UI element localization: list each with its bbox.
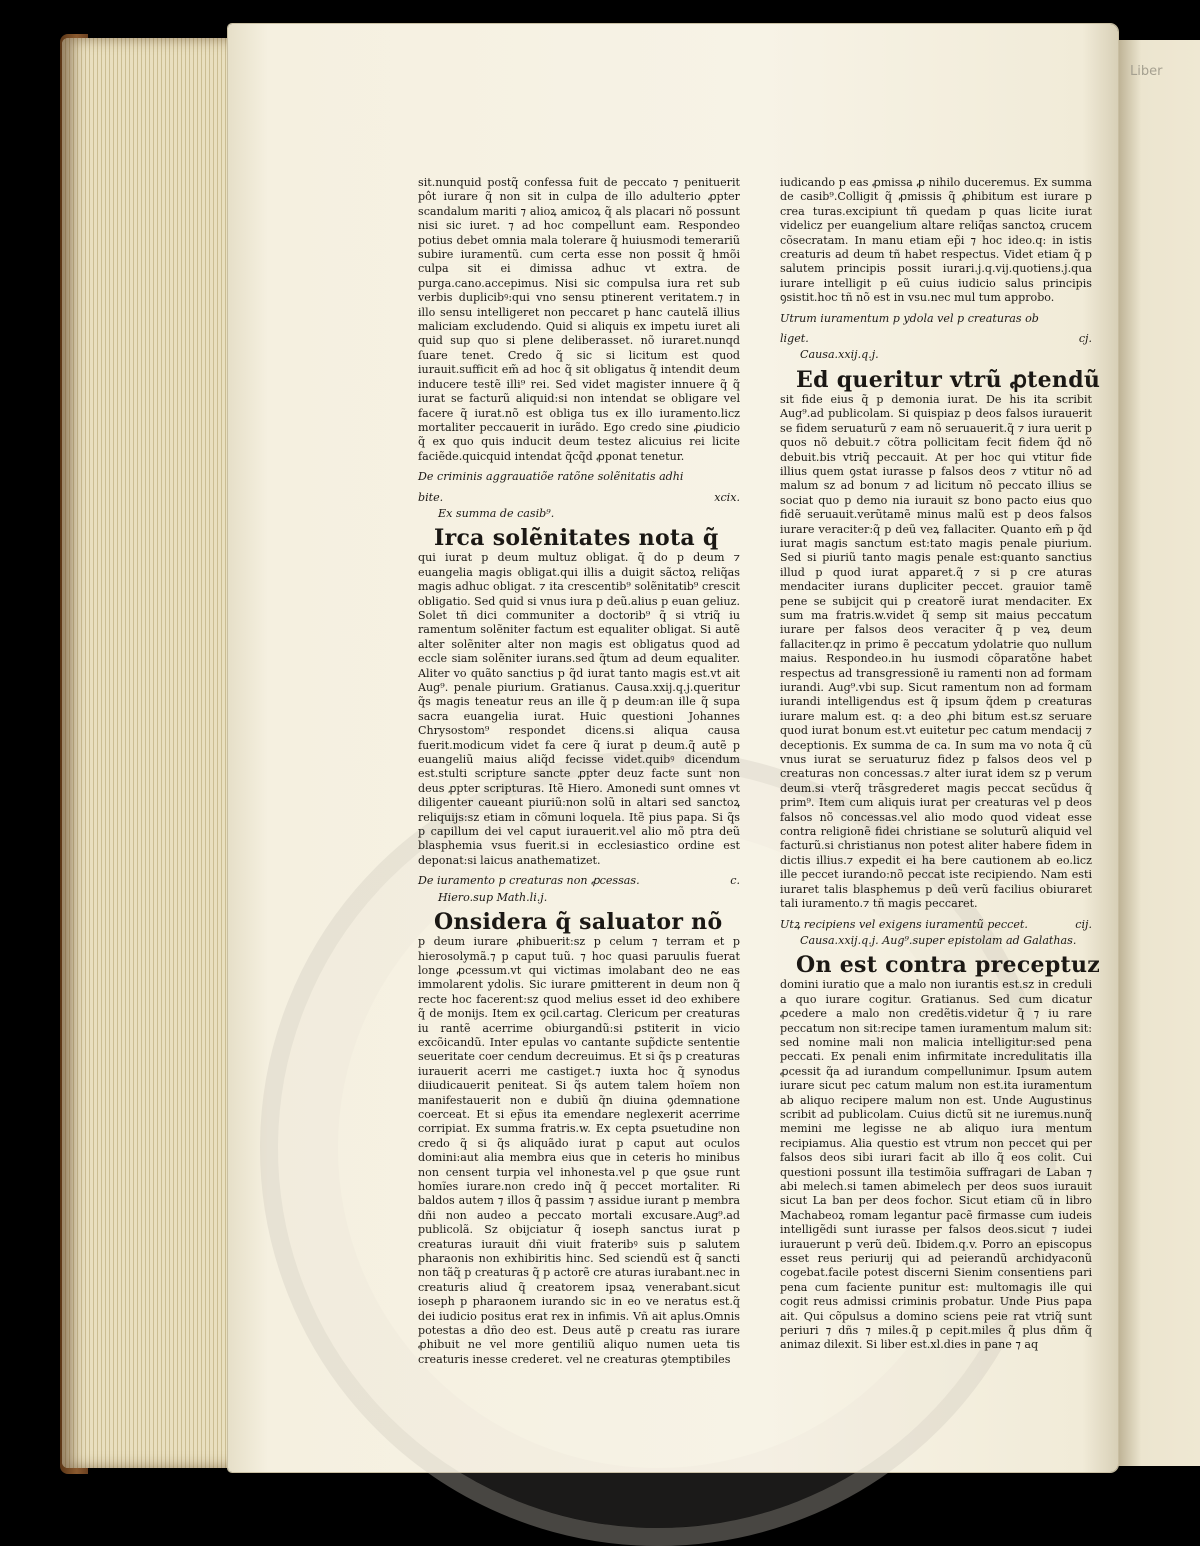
rubric-text: De criminis aggrauatiõe ratõne solẽnitatis adhi — [418, 470, 684, 484]
right-column — [780, 176, 1101, 1353]
section-incipit: Ed queritur vtrũ ꝓtendũ — [796, 366, 1101, 393]
rubric-text: Utꝝ recipiens vel exigens iuramentũ peccet. — [780, 917, 1028, 931]
rubric-text: Utrum iuramentum p ydola vel p creaturas ob — [780, 311, 1039, 325]
rubric-text: De iuramento p creaturas non ꝓcessas. — [418, 874, 640, 888]
chapter-number: c. — [730, 874, 740, 888]
paragraph: sit fide eius q̃ p demonia iurat. De his ita scribit Aug⁹.ad publicolam. Si quispiaz p deos falsos iurauerit se fidem seruaturũ ⁊ eam nõ seruauerit.q̃ ⁊ iura uerit p quos nõ debuit.⁊ cõtra pollicitam fecit fidem q̃d nõ debuit.bis vtriq̃ peccauit. At per hoc qui vtitur fide illius quem ꝯstat iurasse p falsos deos ⁊ vtitur nõ ad malum sz ad bonum ⁊ ad licitum nõ peccato illius se sociat quo p demo nia iurauit sz bono pacto eius quo fidẽ seruauit.verũtamẽ minus malũ est p deos falsos iurare veraciter:q̃ p deũ veꝝ fallaciter. Quanto em̃ p q̃d iurat magis sanctum est:tato magis penale piurium. Sed si piuriũ tanto magis penale est:quanto sanctius illud p quod iurat apparet.q̃ ⁊ si p cre aturas mendaciter iurans dupliciter peccet. grauior tamẽ pene se subijcit qui p creatorẽ iurat mendaciter. Ex sum ma fratris.w.videt q̃ semp sit maius peccatum iurare per falsos deos veraciter q̃ p veꝝ deum fallaciter.qz in primo ẽ peccatum ydolatrie quo nullum maius. Respondeo.in hu iusmodi cõparatõne habet respectus ad transgressionẽ iu ramenti non ad formam iurandi. Aug⁹.vbi sup. Sicut ramentum non ad formam iurandi intelligendus est q̃ ipsum q̃dem p creaturas iurare malum est. q: a deo ꝓhi bitum est.sz seruare quod iurat bonum est.vt euitetur pec catum mendacij ⁊ deceptionis. Ex summa de ca. In sum ma vo nota q̃ cũ vnus iurat se seruaturuz fidez p falsos deos vel p creaturas non concessas.⁊ alter iurat idem sz p verum deum.si vterq̃ trãsgrederet magis peccat secũdus q̃ prim⁹. Item cum aliquis iurat per creaturas vel p deos falsos nõ concessas.vel alio modo quod videat esse contra religionẽ fidei christiane se soluturũ aliquid vel facturũ.si christianus non potest aliter habere fidem in dictis illius.⁊ expedit ei ha bere cautionem ab eo.licz ille peccet iurando:nõ peccat iste recipiendo. Nam esti iuraret talis blasphemus p deũ verũ facilius obiuraret tali iuramento.⁊ tñ magis peccaret. — [780, 392, 1092, 911]
page-edges — [62, 38, 242, 1468]
rubric-heading — [418, 470, 740, 484]
paragraph: p deum iurare ꝓhibuerit:sz p celum ⁊ terram et p hierosolymã.⁊ p caput tuũ. ⁊ hoc quasi paruulis fuerat longe ꝓcessum.vt qui victimas imolabant deo ne eas immolarent ydolis. Sic iurare ꝑmitterent in deum non q̃ recte hoc facerent:sz quod melius esset id deo exhibere q̃ de monijs. Item ex ꝯcil.cartag. Clericum per creaturas iu rantẽ acerrime obiurgandũ:si ꝑstiterit in vicio excõicandũ. Inter epulas vo cantante sup̃dicte sententie seueritate coer cendum decreuimus. Et si q̃s p creaturas iurauerit acerri me castiget.⁊ iuxta hoc q̃ synodus diiudicauerit peniteat. Si q̃s autem talem hoĩem non manifestauerit non e dubiũ q̃n diuina ꝯdemnatione coerceat. Et si ep̃us ita emendare neglexerit acerrime corripiat. Ex summa fratris.w. Ex cepta ꝑsuetudine non credo q̃ si q̃s aliquãdo iurat p caput aut oculos domini:aut alia membra eius que in ceteris ho minibus non censent turpia vel inhonesta.vel p que ꝯsue runt homĩes iurare.non credo inq̃ q̃ peccet mortaliter. Ri baldos autem ⁊ illos q̃ passim ⁊ assidue iurant p membra dñi non audeo a peccato mortali excusare.Aug⁹.ad publicolã. Sz obijciatur q̃ ioseph sanctus iurat p creaturas iurauit dñi viuit frateribꝰ suis p salutem pharaonis non exhibiritis hinc. Sed sciendũ est q̃ sancti non tãq̃ p creaturas q̃ p actorẽ cre aturas iurabant.nec in creaturis aliud q̃ creatorem ipsaꝝ venerabant.sicut ioseph p pharaonem iurando sic in eo ve neratus est.q̃ dei iudicio positus erat rex in infimis. Vñ ait aplus.Omnis potestas a dño deo est. Deus autẽ p creatu ras iurare ꝓhibuit ne vel more gentiliũ aliquo numen ueta tis creaturis inesse crederet. vel ne creaturas ꝯtemptibiles — [418, 935, 740, 1366]
rubric-heading — [418, 874, 740, 888]
running-head: Liber — [1130, 64, 1163, 79]
section-incipit: Irca solẽnitates nota q̃ — [434, 525, 719, 552]
section-incipit: On est contra preceptuz — [796, 952, 1101, 979]
rubric-heading — [780, 918, 1092, 932]
chapter-number: cij. — [1075, 917, 1092, 931]
facing-page — [1116, 40, 1200, 1466]
source-citation: Causa.xxij.q.j. Aug⁹.super epistolam ad Galathas. — [800, 933, 1077, 947]
left-column — [418, 176, 740, 1367]
source-citation: Hiero.sup Math.li.j. — [438, 890, 548, 904]
paragraph: qui iurat p deum multuz obligat. q̃ do p deum ⁊ euangelia magis obligat.qui illis a duigit sãctoꝝ reliq̃as magis adhuc obligat. ⁊ ita crescentib⁹ solẽnitatib⁹ crescit obligatio. Sed quid si vnus iura p deũ.alius p euan geliuz. Solet tñ dici communiter a doctorib⁹ q̃ si vtriq̃ iu ramentum solẽniter factum est equaliter obligat. Si autẽ alter solẽniter alter non magis est obligatus quod ad eccle siam solẽniter iurans.sed q̃tum ad deum equaliter. Aliter vo quãto sanctius p q̃d iurat tanto magis est.vt ait Aug⁹. penale piurium. Gratianus. Causa.xxij.q.j.queritur q̃s magis teneatur reus an ille q̃ p deum:an ille q̃ supa sacra euangelia iurat. Huic questioni Johannes Chrysostom⁹ respondet dicens.si aliqua causa fuerit.modicum videt fa cere q̃ iurat p deum.q̃ autẽ p euangeliũ maius aliq̃d fecisse videt.quibꝰ dicendum est.stulti scripture sancte ꝓpter deuz facte sunt non deus ꝓpter scripturas. Itẽ Hiero. Amonedi sunt omnes vt diligenter caueant piuriũ:non solũ in altari sed sanctoꝝ reliquijs:sz etiam in cõmuni loquela. Itẽ pius papa. Si q̃s p capillum dei vel caput iurauerit.vel alio mõ ptra deũ blasphemia vsus fuerit.si in ecclesiastico ordine est deponat:si laicus anathematizet. — [418, 551, 740, 867]
source-citation: Ex summa de casib⁹. — [438, 506, 555, 520]
paragraph: iudicando p eas ꝓmissa ꝓ nihilo duceremus. Ex summa de casib⁹.Colligit q̃ ꝓmissis q̃ ꝓhibitum est iurare p crea turas.excipiunt tñ quedam p quas licite iurat videlicz per euangelium altare reliq̃as sanctoꝝ crucem cõsecratam. In manu etiam ep̃i ⁊ hoc ideo.q: in istis creaturis ad deum tñ habet respectus. Videt etiam q̃ p salutem principis possit iurari.j.q.vij.quotiens.j.qua iurare intelligit p eũ cuius iudicio salus principis ꝯsistit.hoc tñ nõ est in vsu.nec mul tum approbo. — [780, 176, 1092, 305]
rubric-heading — [780, 332, 1092, 346]
rubric-text: liget. — [780, 332, 809, 346]
paragraph: sit.nunquid postq̃ confessa fuit de peccato ⁊ penituerit pôt iurare q̃ non sit in culpa de illo adulterio ꝓpter scandalum mariti ⁊ alioꝝ amicoꝝ q̃ als placari nõ possunt nisi sic iuret. ⁊ ad hoc compellunt eam. Respondeo potius debet omnia mala tolerare q̃ huiusmodi temerariũ subire iuramentũ. cum certa esse non possit q̃ hmõi culpa sit ei dimissa adhuc vt extra. de purga.cano.accepimus. Nisi sic compulsa iura ret sub verbis duplicibꝰ:qui vno sensu ptinerent veritatem.⁊ in illo sensu intelligeret non peccaret p hanc cautelã illius maliciam excludendo. Quid si aliquis ex impetu iuret ali quid sup quo si plene deliberasset. nõ iuraret.nunqd ſuare tenet. Credo q̃ sic si licitum est quod iurauit.sufficit em̃ ad hoc q̃ sit obligatus q̃ intendit deum inducere testẽ illi⁹ rei. Sed videt magister innuere q̃ q̃ iurat se facturũ aliquid:si non intendat se obligare vel facere q̃ iurat.nõ est obliga tus ex illo iuramento.licz mortaliter peccauerit in iurãdo. Ego credo sine ꝓiudicio q̃ ex quo quis inducit deum testez alicuius rei licite faciẽde.quicquid intendat q̃cq̃d ꝓponat tenetur. — [418, 176, 740, 463]
rubric-text: bite. — [418, 490, 444, 504]
paragraph: domini iuratio que a malo non iurantis est.sz in creduli a quo iurare cogitur. Gratianus. Sed cum dicatur ꝓcedere a malo non credẽtis.videtur q̃ ⁊ iu rare peccatum non sit:recipe tamen iuramentum malum sit: sed nomine mali non malicia intelligitur:sed pena peccati. Ex penali enim infirmitate incredulitatis illa ꝓcessit q̃a ad iurandum compellunimur. Ipsum autem iurare sicut pec catum malum non est.ita iuramentum ab aliquo recipere malum non est. Unde Augustinus scribit ad publicolam. Cuius dictũ sit ne iuremus.nunq̃ memini me legisse ne ab aliquo iura mentum recipiamus. Alia questio est vtrum non peccet qui per falsos deos sibi iurari facit ab illo q̃ eos colit. Cui questioni possunt illa testimõia suffragari de Laban ⁊ abi melech.si tamen abimelech per deos suos iurauit sicut La ban per deos fochor. Sicut etiam cũ in libro Machabeoꝝ romam legantur pacẽ firmasse cum iudeis intelligẽdi sunt iurasse per falsos deos.sicut ⁊ iudei iurauerunt p verũ deũ. Ibidem.q.v. Porro an episcopus esset reus periurij qui ad peierandũ archidyaconũ cogebat.facile potest discerni Sienim consentiens pari pena cum faciente punitur est: multomagis ille qui cogit reus admissi criminis probatur. Unde Pius papa ait. Qui cõpulsus a domino sciens peie rat vtriq̃ sunt periuri ⁊ dñs ⁊ miles.q̃ p cepit.miles q̃ plus dñm q̃ animaz dilexit. Si liber est.xl.dies in pane ⁊ aq — [780, 978, 1092, 1352]
rubric-heading — [418, 491, 740, 505]
chapter-number: cj. — [1078, 332, 1092, 346]
section-incipit: Onsidera q̃ saluator nõ — [434, 909, 723, 936]
rubric-heading — [780, 312, 1092, 326]
chapter-number: xcix. — [714, 490, 740, 504]
source-citation: Causa.xxij.q.j. — [800, 348, 879, 362]
